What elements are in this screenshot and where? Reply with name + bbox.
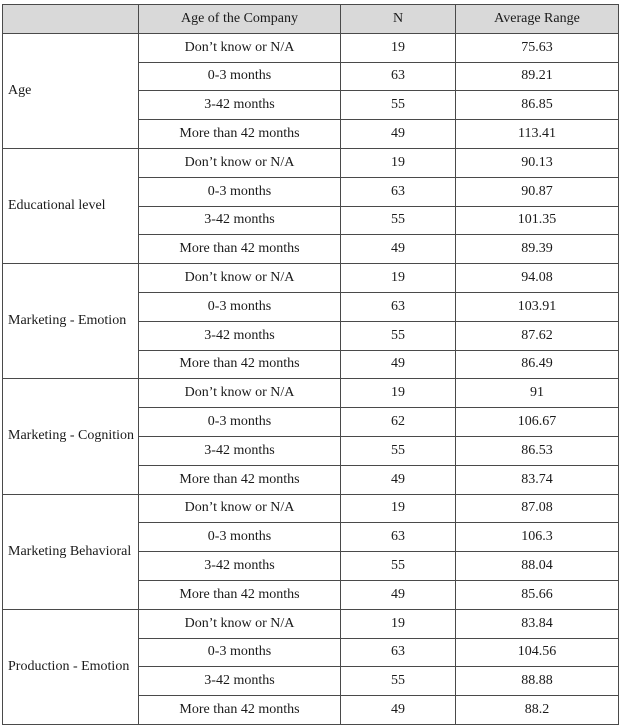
results-table xyxy=(2,4,619,725)
header-average-range: Average Range xyxy=(456,5,619,34)
average-range-cell: 87.62 xyxy=(456,321,619,350)
table-row xyxy=(3,494,619,523)
n-cell: 63 xyxy=(341,523,456,552)
group-label: Marketing - Cognition xyxy=(3,379,139,494)
table-row xyxy=(3,148,619,177)
table-row xyxy=(3,609,619,638)
n-cell: 49 xyxy=(341,580,456,609)
n-cell: 63 xyxy=(341,62,456,91)
group-label: Educational level xyxy=(3,148,139,263)
header-n: N xyxy=(341,5,456,34)
n-cell: 63 xyxy=(341,177,456,206)
average-range-cell: 106.67 xyxy=(456,408,619,437)
n-cell: 49 xyxy=(341,350,456,379)
average-range-cell: 86.85 xyxy=(456,91,619,120)
n-cell: 55 xyxy=(341,206,456,235)
n-cell: 55 xyxy=(341,552,456,581)
average-range-cell: 103.91 xyxy=(456,292,619,321)
average-range-cell: 75.63 xyxy=(456,33,619,62)
n-cell: 19 xyxy=(341,264,456,293)
age-category-cell: 0-3 months xyxy=(139,523,341,552)
age-category-cell: More than 42 months xyxy=(139,580,341,609)
age-category-cell: Don’t know or N/A xyxy=(139,33,341,62)
age-category-cell: 0-3 months xyxy=(139,62,341,91)
header-row xyxy=(3,5,619,34)
average-range-cell: 88.2 xyxy=(456,696,619,725)
age-category-cell: 3-42 months xyxy=(139,91,341,120)
average-range-cell: 89.39 xyxy=(456,235,619,264)
age-category-cell: More than 42 months xyxy=(139,120,341,149)
age-category-cell: 0-3 months xyxy=(139,177,341,206)
n-cell: 62 xyxy=(341,408,456,437)
n-cell: 55 xyxy=(341,667,456,696)
age-category-cell: Don’t know or N/A xyxy=(139,609,341,638)
table-row xyxy=(3,33,619,62)
average-range-cell: 106.3 xyxy=(456,523,619,552)
n-cell: 63 xyxy=(341,638,456,667)
table-body xyxy=(3,33,619,724)
group-label: Marketing - Emotion xyxy=(3,264,139,379)
age-category-cell: More than 42 months xyxy=(139,696,341,725)
n-cell: 49 xyxy=(341,120,456,149)
average-range-cell: 86.53 xyxy=(456,436,619,465)
n-cell: 19 xyxy=(341,494,456,523)
average-range-cell: 113.41 xyxy=(456,120,619,149)
average-range-cell: 89.21 xyxy=(456,62,619,91)
average-range-cell: 104.56 xyxy=(456,638,619,667)
age-category-cell: More than 42 months xyxy=(139,235,341,264)
n-cell: 49 xyxy=(341,696,456,725)
table-row xyxy=(3,264,619,293)
average-range-cell: 83.84 xyxy=(456,609,619,638)
age-category-cell: Don’t know or N/A xyxy=(139,264,341,293)
average-range-cell: 90.13 xyxy=(456,148,619,177)
n-cell: 49 xyxy=(341,465,456,494)
group-label: Production - Emotion xyxy=(3,609,139,724)
average-range-cell: 88.04 xyxy=(456,552,619,581)
table-row xyxy=(3,379,619,408)
age-category-cell: 0-3 months xyxy=(139,408,341,437)
group-label: Age xyxy=(3,33,139,148)
age-category-cell: 3-42 months xyxy=(139,552,341,581)
age-category-cell: Don’t know or N/A xyxy=(139,379,341,408)
age-category-cell: 3-42 months xyxy=(139,321,341,350)
n-cell: 55 xyxy=(341,321,456,350)
age-category-cell: More than 42 months xyxy=(139,465,341,494)
header-age-of-company: Age of the Company xyxy=(139,5,341,34)
group-label: Marketing Behavioral xyxy=(3,494,139,609)
average-range-cell: 90.87 xyxy=(456,177,619,206)
average-range-cell: 94.08 xyxy=(456,264,619,293)
age-category-cell: 0-3 months xyxy=(139,292,341,321)
age-category-cell: More than 42 months xyxy=(139,350,341,379)
age-category-cell: Don’t know or N/A xyxy=(139,148,341,177)
n-cell: 55 xyxy=(341,436,456,465)
age-category-cell: 3-42 months xyxy=(139,436,341,465)
n-cell: 19 xyxy=(341,609,456,638)
average-range-cell: 91 xyxy=(456,379,619,408)
age-category-cell: Don’t know or N/A xyxy=(139,494,341,523)
average-range-cell: 83.74 xyxy=(456,465,619,494)
average-range-cell: 88.88 xyxy=(456,667,619,696)
age-category-cell: 0-3 months xyxy=(139,638,341,667)
age-category-cell: 3-42 months xyxy=(139,667,341,696)
average-range-cell: 86.49 xyxy=(456,350,619,379)
average-range-cell: 85.66 xyxy=(456,580,619,609)
n-cell: 19 xyxy=(341,379,456,408)
n-cell: 19 xyxy=(341,33,456,62)
n-cell: 49 xyxy=(341,235,456,264)
age-category-cell: 3-42 months xyxy=(139,206,341,235)
n-cell: 19 xyxy=(341,148,456,177)
average-range-cell: 101.35 xyxy=(456,206,619,235)
average-range-cell: 87.08 xyxy=(456,494,619,523)
header-variable xyxy=(3,5,139,34)
n-cell: 55 xyxy=(341,91,456,120)
n-cell: 63 xyxy=(341,292,456,321)
